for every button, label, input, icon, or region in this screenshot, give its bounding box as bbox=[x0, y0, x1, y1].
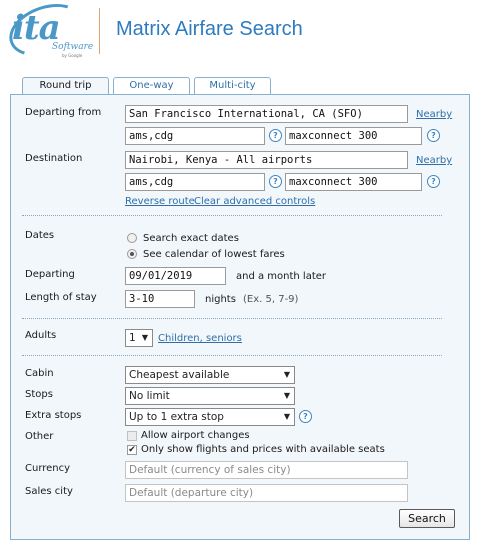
section-divider bbox=[22, 215, 442, 216]
departing-date-suffix: and a month later bbox=[236, 271, 327, 282]
logo-subtitle: Software bbox=[52, 42, 94, 52]
departing-date-input[interactable] bbox=[125, 267, 226, 285]
calendar-fares-radio[interactable] bbox=[127, 249, 137, 259]
section-divider bbox=[22, 318, 442, 319]
destination-label: Destination bbox=[25, 153, 83, 164]
length-of-stay-label: Length of stay bbox=[25, 292, 97, 303]
chevron-down-icon: ▼ bbox=[283, 412, 290, 421]
adults-select[interactable] bbox=[125, 329, 153, 347]
chevron-down-icon: ▼ bbox=[283, 370, 290, 379]
routing-help-icon[interactable]: ? bbox=[269, 175, 282, 188]
dates-label: Dates bbox=[25, 230, 55, 241]
tab-multi-city[interactable]: Multi-city bbox=[194, 77, 271, 94]
checkmark-icon: ✔ bbox=[128, 445, 136, 455]
chevron-down-icon: ▼ bbox=[283, 391, 290, 400]
cabin-label: Cabin bbox=[25, 368, 54, 379]
allow-airport-changes-label[interactable]: Allow airport changes bbox=[141, 430, 250, 441]
children-seniors-link[interactable]: Children, seniors bbox=[158, 333, 242, 344]
cabin-value: Cheapest available bbox=[129, 369, 230, 381]
search-button[interactable]: Search bbox=[399, 509, 455, 528]
departing-date-label: Departing bbox=[25, 269, 75, 280]
sales-city-input[interactable] bbox=[125, 484, 408, 502]
only-available-label[interactable]: Only show flights and prices with available seats bbox=[141, 444, 385, 455]
stops-label: Stops bbox=[25, 389, 53, 400]
extra-stops-help-icon[interactable]: ? bbox=[299, 410, 312, 423]
extra-stops-label: Extra stops bbox=[25, 410, 82, 421]
exact-dates-radio[interactable] bbox=[127, 233, 137, 243]
departing-nearby-link[interactable]: Nearby bbox=[416, 109, 453, 120]
extra-stops-value: Up to 1 extra stop bbox=[129, 411, 224, 423]
length-of-stay-input[interactable] bbox=[125, 290, 195, 308]
exact-dates-label[interactable]: Search exact dates bbox=[143, 233, 239, 244]
stops-value: No limit bbox=[129, 390, 170, 402]
tab-round-trip[interactable]: Round trip bbox=[22, 77, 109, 96]
destination-extension-input[interactable] bbox=[285, 173, 422, 191]
departing-from-label: Departing from bbox=[25, 107, 102, 118]
ita-software-logo bbox=[8, 6, 98, 60]
adults-value: 1 bbox=[129, 332, 136, 344]
stops-select[interactable] bbox=[125, 387, 295, 405]
sales-city-label: Sales city bbox=[25, 486, 73, 497]
extension-help-icon[interactable]: ? bbox=[427, 129, 440, 142]
destination-nearby-link[interactable]: Nearby bbox=[416, 155, 453, 166]
reverse-route-link[interactable]: Reverse route bbox=[125, 196, 195, 207]
logo-brand: ita bbox=[12, 8, 60, 48]
departing-routing-input[interactable] bbox=[125, 127, 265, 145]
tab-one-way[interactable]: One-way bbox=[113, 77, 190, 94]
section-divider bbox=[22, 355, 442, 356]
calendar-fares-label[interactable]: See calendar of lowest fares bbox=[143, 249, 285, 260]
only-available-checkbox[interactable] bbox=[127, 445, 137, 455]
departing-from-input[interactable] bbox=[125, 105, 408, 123]
length-of-stay-hint: (Ex. 5, 7-9) bbox=[243, 294, 299, 305]
adults-label: Adults bbox=[25, 330, 57, 341]
header-divider bbox=[99, 8, 100, 54]
currency-label: Currency bbox=[25, 463, 71, 474]
cabin-select[interactable] bbox=[125, 366, 295, 384]
allow-airport-changes-checkbox[interactable] bbox=[127, 431, 137, 441]
header bbox=[0, 0, 484, 64]
logo-byline: by Google bbox=[62, 53, 83, 58]
destination-routing-input[interactable] bbox=[125, 173, 265, 191]
chevron-down-icon: ▼ bbox=[141, 333, 148, 342]
other-label: Other bbox=[25, 431, 54, 442]
page-title: Matrix Airfare Search bbox=[116, 18, 303, 40]
destination-input[interactable] bbox=[125, 151, 408, 169]
extension-help-icon[interactable]: ? bbox=[427, 175, 440, 188]
clear-advanced-controls-link[interactable]: Clear advanced controls bbox=[194, 196, 316, 207]
routing-help-icon[interactable]: ? bbox=[269, 129, 282, 142]
currency-input[interactable] bbox=[125, 461, 408, 479]
extra-stops-select[interactable] bbox=[125, 408, 295, 426]
nights-label: nights bbox=[205, 294, 236, 305]
departing-extension-input[interactable] bbox=[285, 127, 422, 145]
